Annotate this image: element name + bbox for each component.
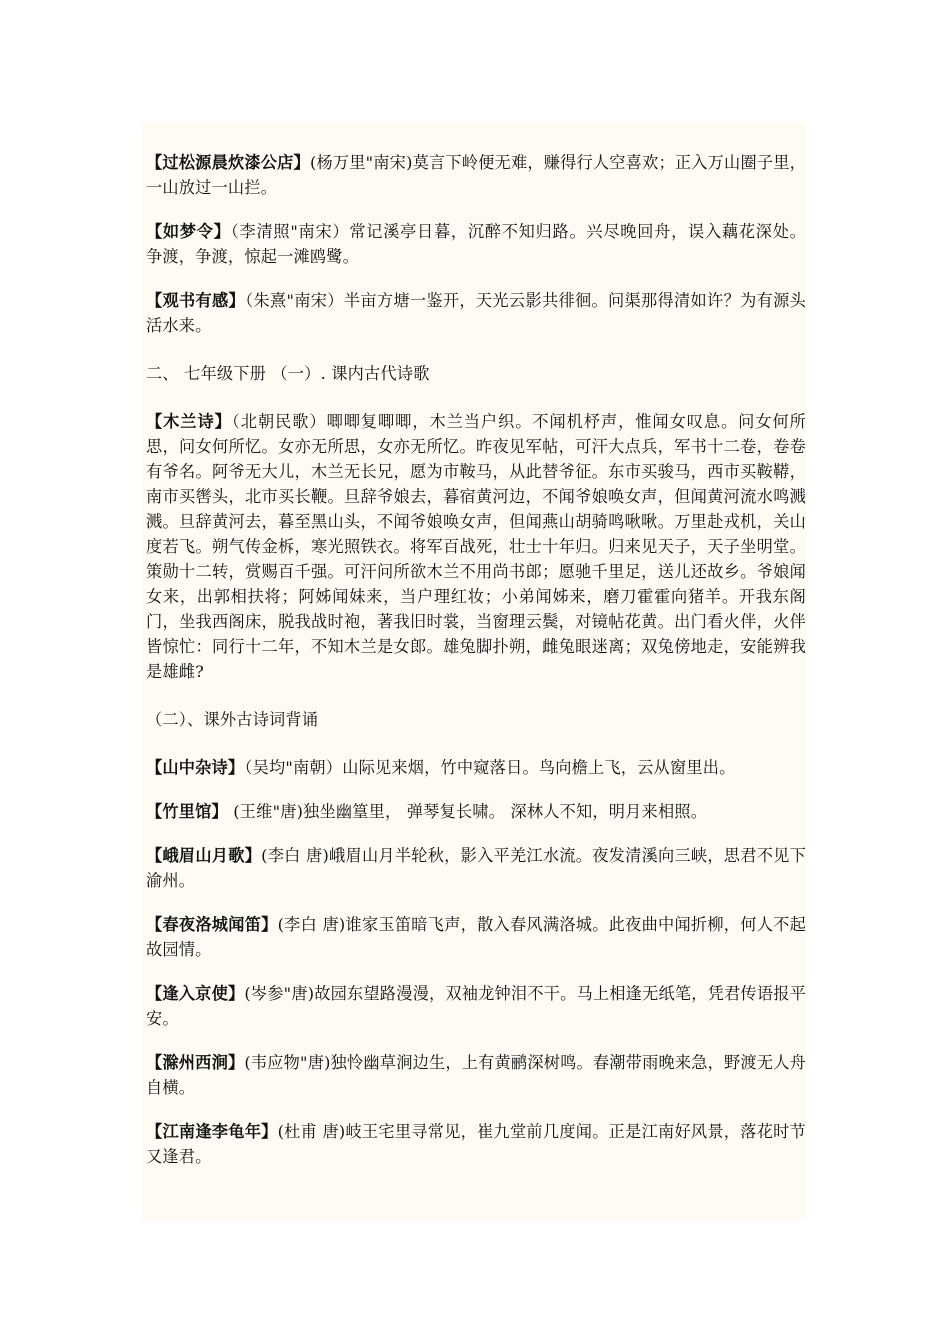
poem-entry [146,150,806,200]
poem-text: (杨万里"南宋)莫言下岭便无难，赚得行人空喜欢；正入万山圈子里，一山放过一山拦。 [146,153,807,197]
poem-entry [146,409,806,684]
poem-title: 【山中杂诗】 [146,758,245,777]
poem-entry [146,799,806,824]
poem-text: (王维"唐)独坐幽篁里， 弹琴复长啸。 深林人不知，明月来相照。 [227,802,708,821]
poem-entry [146,1119,806,1169]
poem-text: （朱熹"南宋）半亩方塘一鉴开，天光云影共徘徊。问渠那得清如许？为有源头活水来。 [146,291,807,335]
poem-text: （北朝民歌）唧唧复唧唧，木兰当户织。不闻机杼声，惟闻女叹息。问女何所思，问女何所忆。女亦无所思，女亦无所忆。昨夜见军帖，可汗大点兵，军书十二卷，卷卷有爷名。阿爷无大儿，木兰无长兄，愿为市鞍马，从此替爷征。东市买骏马，西市买鞍鞯，南市买辔头，北市买长鞭。旦辞爷娘去，暮宿黄河边，不闻爷娘唤女声，但闻黄河流水鸣溅溅。旦辞黄河去，暮至黑山头，不闻爷娘唤女声，但闻燕山胡骑鸣啾啾。万里赴戎机，关山度若飞。朔气传金柝，寒光照铁衣。将军百战死，壮士十年归。归来见天子，天子坐明堂。策勋十二转，赏赐百千强。可汗问所欲木兰不用尚书郎；愿驰千里足，送儿还故乡。爷娘闻女来，出郭相扶将；阿姊闻妹来，当户理红妆；小弟闻姊来，磨刀霍霍向猪羊。开我东阁门，坐我西阁床，脱我战时袍，著我旧时裳，当窗理云鬓，对镜帖花黄。出门看火伴，火伴皆惊忙：同行十二年，不知木兰是女郎。雄兔脚扑朔，雌兔眼迷离；双兔傍地走，安能辨我是雄雌? [146,412,807,681]
poem-entry [146,755,806,780]
poem-title: 【竹里馆】 [146,802,228,821]
poem-text: （李清照"南宋）常记溪亭日暮，沉醉不知归路。兴尽晚回舟，误入藕花深处。 争渡，争渡，惊起一滩鸥鹭。 [146,222,807,266]
poem-title: 【春夜洛城闻笛】 [146,915,278,934]
poem-text: (韦应物"唐)独怜幽草涧边生，上有黄鹂深树鸣。春潮带雨晚来急，野渡无人舟自横。 [146,1053,806,1097]
poem-text: （吴均"南朝）山际见来烟，竹中窥落日。鸟向檐上飞，云从窗里出。 [244,758,736,777]
poem-title: 【过松源晨炊漆公店】 [146,153,310,172]
poem-text: (李白 唐)峨眉山月半轮秋，影入平羌江水流。夜发清溪向三峡，思君不见下渝州。 [146,846,806,890]
poem-title: 【逢入京使】 [146,984,245,1003]
poem-text: (李白 唐)谁家玉笛暗飞声，散入春风满洛城。此夜曲中闻折柳，何人不起故园情。 [146,915,806,959]
document-page [142,122,806,1220]
poem-entry [146,843,806,893]
poem-title: 【观书有感】 [146,291,246,310]
poem-entry [146,219,806,269]
poem-title: 【如梦令】 [146,222,231,241]
poem-title: 【木兰诗】 [146,412,232,431]
poem-title: 【峨眉山月歌】 [146,846,262,865]
section-heading: 二、 七年级下册 （一）. 课内古代诗歌 [146,364,430,383]
section-heading: （二）、课外古诗词背诵 [146,710,319,729]
poem-text: (岑参"唐)故园东望路漫漫，双袖龙钟泪不干。马上相逢无纸笔，凭君传语报平安。 [146,984,806,1028]
poem-entry [146,981,806,1031]
poem-text: (杜甫 唐)岐王宅里寻常见，崔九堂前几度闻。正是江南好风景，落花时节又逢君。 [146,1122,806,1166]
poem-entry [146,912,806,962]
document-content [142,122,806,1169]
poem-title: 【江南逢李龟年】 [146,1122,278,1141]
poem-title: 【滁州西涧】 [146,1053,245,1072]
poem-entry [146,1050,806,1100]
poem-entry [146,288,806,338]
